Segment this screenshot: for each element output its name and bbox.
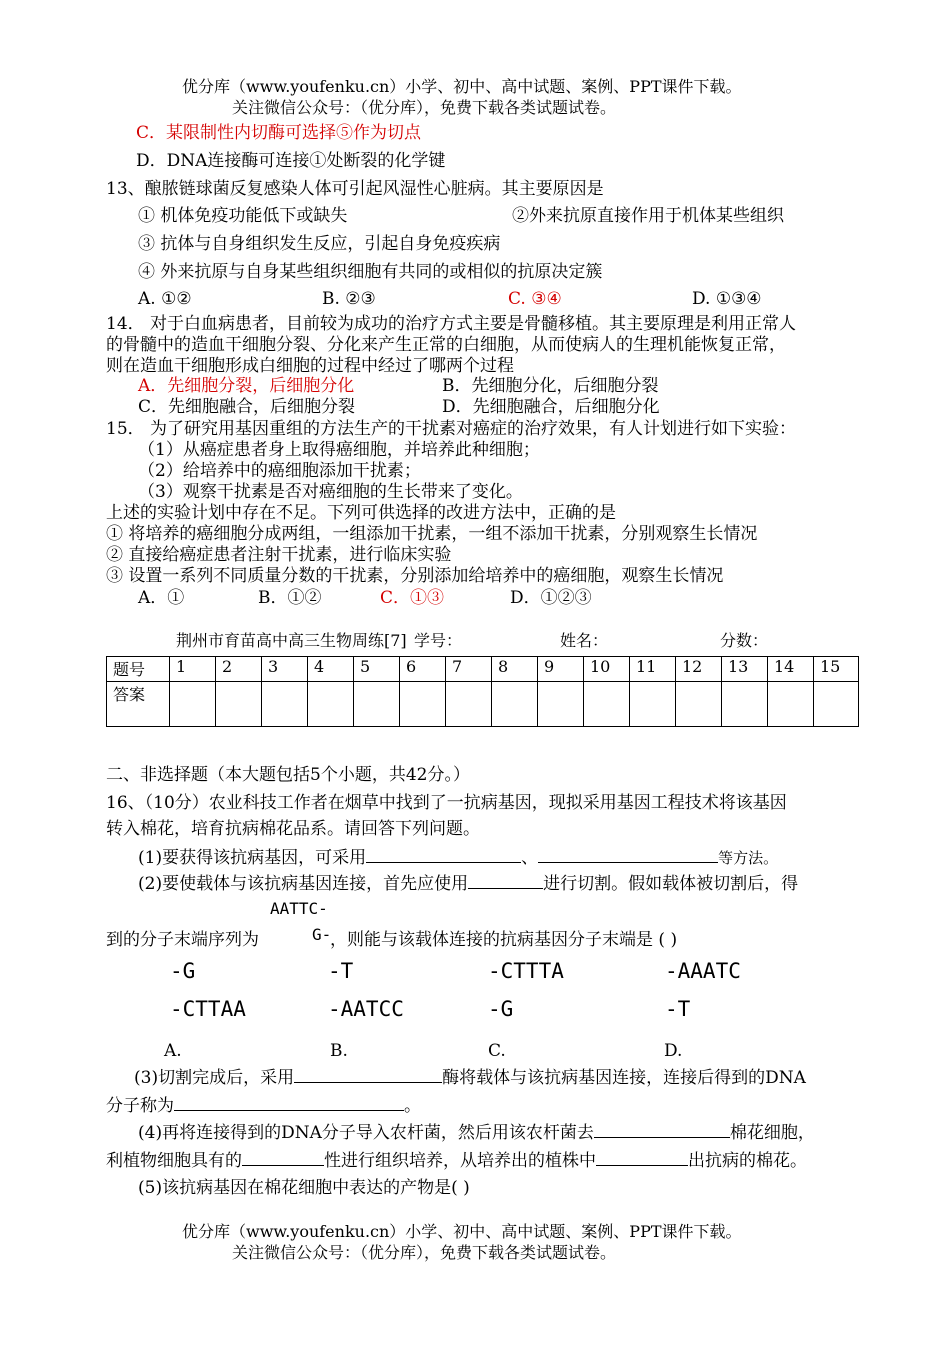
- q15-method-1: ① 将培养的癌细胞分成两组，一组添加干扰素，一组不添加干扰素，分别观察生长情况: [106, 524, 758, 544]
- answer-cell[interactable]: [584, 682, 630, 727]
- answer-sheet-title: 荆州市育苗高中高三生物周练[7]: [176, 631, 407, 650]
- q14-option-a: A．先细胞分裂，后细胞分化: [138, 376, 355, 396]
- q16-p3-text-a: (3)切割完成后，采用: [134, 1068, 295, 1088]
- answer-cell[interactable]: [216, 682, 262, 727]
- answer-cell[interactable]: [492, 682, 538, 727]
- option-d-label: D.: [664, 1041, 683, 1061]
- q16-p4-text-d: 性进行组织培养，从培养出的植株中: [324, 1151, 596, 1171]
- option-d-top: -AAATC: [665, 959, 741, 983]
- page-header-line2: 关注微信公众号：（优分库），免费下载各类试题试卷。: [232, 98, 617, 117]
- q13-option-c: C. ③④: [508, 289, 562, 309]
- q14-line-1: 14． 对于白血病患者，目前较为成功的治疗方式主要是骨髓移植。其主要原理是利用正常人: [106, 314, 797, 334]
- student-id-label: 学号：: [414, 631, 463, 650]
- section-2-title: 二、非选择题（本大题包括5个小题，共42分。）: [106, 765, 470, 785]
- answer-cell[interactable]: [400, 682, 446, 727]
- option-c-label: C.: [488, 1041, 506, 1061]
- q16-p4-text-e: 出抗病的棉花。: [688, 1151, 807, 1171]
- q13-item-2: ②外来抗原直接作用于机体某些组织: [512, 206, 784, 226]
- option-c-top: -CTTTA: [488, 959, 564, 983]
- q16-part-2: [138, 873, 798, 895]
- blank-1a[interactable]: [366, 848, 521, 863]
- q16-part-4-line-2: [106, 1150, 807, 1172]
- q16-p3-text-b: 酶将载体与该抗病基因连接，连接后得到的DNA: [442, 1068, 806, 1088]
- question-number-cell: 4: [308, 657, 354, 682]
- question-number-cell: 8: [492, 657, 538, 682]
- question-number-cell: 15: [814, 657, 859, 682]
- q13-item-4: ④ 外来抗原与自身某些组织细胞有共同的或相似的抗原决定簇: [138, 262, 603, 282]
- sequence-top: AATTC-: [270, 899, 328, 918]
- option-d-bottom: -T: [665, 997, 691, 1021]
- q15-step-2: （2）给培养中的癌细胞添加干扰素；: [138, 461, 421, 481]
- blank-4c[interactable]: [596, 1151, 688, 1166]
- q14-line-3: 则在造血干细胞形成白细胞的过程中经过了哪两个过程: [106, 356, 514, 376]
- question-number-cell: 14: [768, 657, 814, 682]
- q16-p4-text-b: 棉花细胞，: [729, 1123, 815, 1143]
- answer-cell[interactable]: [262, 682, 308, 727]
- q16-part-4: [138, 1122, 815, 1144]
- q15-option-d: D．①②③: [510, 588, 592, 608]
- blank-2[interactable]: [468, 874, 543, 889]
- answer-cell[interactable]: [538, 682, 584, 727]
- option-c-bottom: -G: [488, 997, 514, 1021]
- question-number-cell: 2: [216, 657, 262, 682]
- blank-4b[interactable]: [242, 1151, 324, 1166]
- q15-method-2: ② 直接给癌症患者注射干扰素，进行临床实验: [106, 545, 452, 565]
- option-a-top: -G: [170, 959, 196, 983]
- answer-cell[interactable]: [630, 682, 676, 727]
- question-number-cell: 1: [170, 657, 216, 682]
- option-b-top: -T: [328, 959, 354, 983]
- answer-cell[interactable]: [170, 682, 216, 727]
- question-number-cell: 7: [446, 657, 492, 682]
- answer-cell[interactable]: [676, 682, 722, 727]
- q15-option-b: B．①②: [258, 588, 322, 608]
- q15-method-3: ③ 设置一系列不同质量分数的干扰素，分别添加给培养中的癌细胞，观察生长情况: [106, 566, 724, 586]
- q12-option-c: C．某限制性内切酶可选择⑤作为切点: [136, 123, 422, 143]
- answer-row-header: 答案: [107, 682, 170, 727]
- q16-p1-text-b: 、: [521, 848, 539, 868]
- q14-option-d: D．先细胞融合，后细胞分化: [442, 397, 660, 417]
- q16-p1-text-c: 等方法。: [718, 849, 779, 867]
- question-number-cell: 5: [354, 657, 400, 682]
- q13-option-b: B. ②③: [322, 289, 376, 309]
- blank-3b[interactable]: [174, 1096, 404, 1111]
- q15-step-3: （3）观察干扰素是否对癌细胞的生长带来了变化。: [138, 482, 523, 502]
- score-label: 分数：: [720, 631, 769, 650]
- option-a-bottom: -CTTAA: [170, 997, 246, 1021]
- student-name-label: 姓名：: [560, 631, 609, 650]
- page-header-line1: 优分库（www.youfenku.cn）小学、初中、高中试题、案例、PPT课件下载。: [182, 77, 742, 96]
- question-number-cell: 3: [262, 657, 308, 682]
- q13-option-d: D. ①③④: [692, 289, 762, 309]
- answer-cell[interactable]: [308, 682, 354, 727]
- q15-step-1: （1）从癌症患者身上取得癌细胞，并培养此种细胞；: [138, 440, 540, 460]
- blank-1b[interactable]: [538, 848, 718, 863]
- q16-p2-text-c: 到的分子末端序列为: [106, 930, 259, 950]
- q16-line-1: 16、（10分）农业科技工作者在烟草中找到了一抗病基因，现拟采用基因工程技术将该基因: [106, 793, 787, 813]
- page-footer-line2: 关注微信公众号：（优分库），免费下载各类试题试卷。: [232, 1243, 617, 1262]
- answer-cell[interactable]: [722, 682, 768, 727]
- question-number-header: 题号: [107, 657, 170, 682]
- answer-cell[interactable]: [814, 682, 859, 727]
- q13-stem: 13、酿脓链球菌反复感染人体可引起风湿性心脏病。其主要原因是: [106, 179, 604, 199]
- question-number-cell: 12: [676, 657, 722, 682]
- option-a-label: A.: [164, 1041, 182, 1061]
- q16-p2-text-a: (2)要使载体与该抗病基因连接，首先应使用: [138, 874, 469, 894]
- q16-part-3-line-2: [106, 1095, 421, 1117]
- blank-3a[interactable]: [294, 1068, 442, 1083]
- question-number-cell: 11: [630, 657, 676, 682]
- q16-part-1: [138, 847, 778, 869]
- q15-option-c: C．①③: [380, 588, 445, 608]
- question-number-cell: 13: [722, 657, 768, 682]
- question-number-cell: 10: [584, 657, 630, 682]
- q16-p1-text-a: (1)要获得该抗病基因，可采用: [138, 848, 367, 868]
- answer-cell[interactable]: [354, 682, 400, 727]
- option-b-label: B.: [330, 1041, 348, 1061]
- q14-line-2: 的骨髓中的造血干细胞分裂、分化来产生正常的白细胞，从而使病人的生理机能恢复正常，: [106, 335, 786, 355]
- question-number-cell: 6: [400, 657, 446, 682]
- question-number-cell: 9: [538, 657, 584, 682]
- answer-cell[interactable]: [768, 682, 814, 727]
- q15-option-a: A．①: [138, 588, 185, 608]
- q12-option-d: D．DNA连接酶可连接①处断裂的化学键: [136, 151, 446, 171]
- q14-option-c: C．先细胞融合，后细胞分裂: [138, 397, 356, 417]
- q13-item-3: ③ 抗体与自身组织发生反应，引起自身免疫疾病: [138, 234, 501, 254]
- page-footer-line1: 优分库（www.youfenku.cn）小学、初中、高中试题、案例、PPT课件下载。: [182, 1222, 742, 1241]
- q16-p2-text-d: ，则能与该载体连接的抗病基因分子末端是 ( ): [330, 930, 678, 950]
- answer-table: [106, 656, 859, 727]
- sequence-bottom: G-: [312, 925, 332, 944]
- q15-line-5: 上述的实验计划中存在不足。下列可供选择的改进方法中，正确的是: [106, 503, 616, 523]
- q16-p3-text-d: 。: [404, 1096, 421, 1116]
- q16-p2-text-b: 进行切割。假如载体被切割后，得: [543, 874, 799, 894]
- answer-cell[interactable]: [446, 682, 492, 727]
- option-b-bottom: -AATCC: [328, 997, 404, 1021]
- q16-p4-text-a: (4)再将连接得到的DNA分子导入农杆菌，然后用该农杆菌去: [138, 1123, 594, 1143]
- q13-item-1: ① 机体免疫功能低下或缺失: [138, 206, 348, 226]
- q16-line-2: 转入棉花，培育抗病棉花品系。请回答下列问题。: [106, 819, 480, 839]
- q16-p4-text-c: 利植物细胞具有的: [106, 1151, 242, 1171]
- q14-option-b: B．先细胞分化，后细胞分裂: [442, 376, 659, 396]
- q16-p3-text-c: 分子称为: [106, 1096, 174, 1116]
- q16-part-3: [134, 1067, 806, 1089]
- q16-part-5: (5)该抗病基因在棉花细胞中表达的产物是( ): [138, 1178, 470, 1198]
- q15-line-1: 15． 为了研究用基因重组的方法生产的干扰素对癌症的治疗效果，有人计划进行如下实验：: [106, 419, 797, 439]
- blank-4a[interactable]: [594, 1123, 730, 1138]
- q13-option-a: A. ①②: [138, 289, 192, 309]
